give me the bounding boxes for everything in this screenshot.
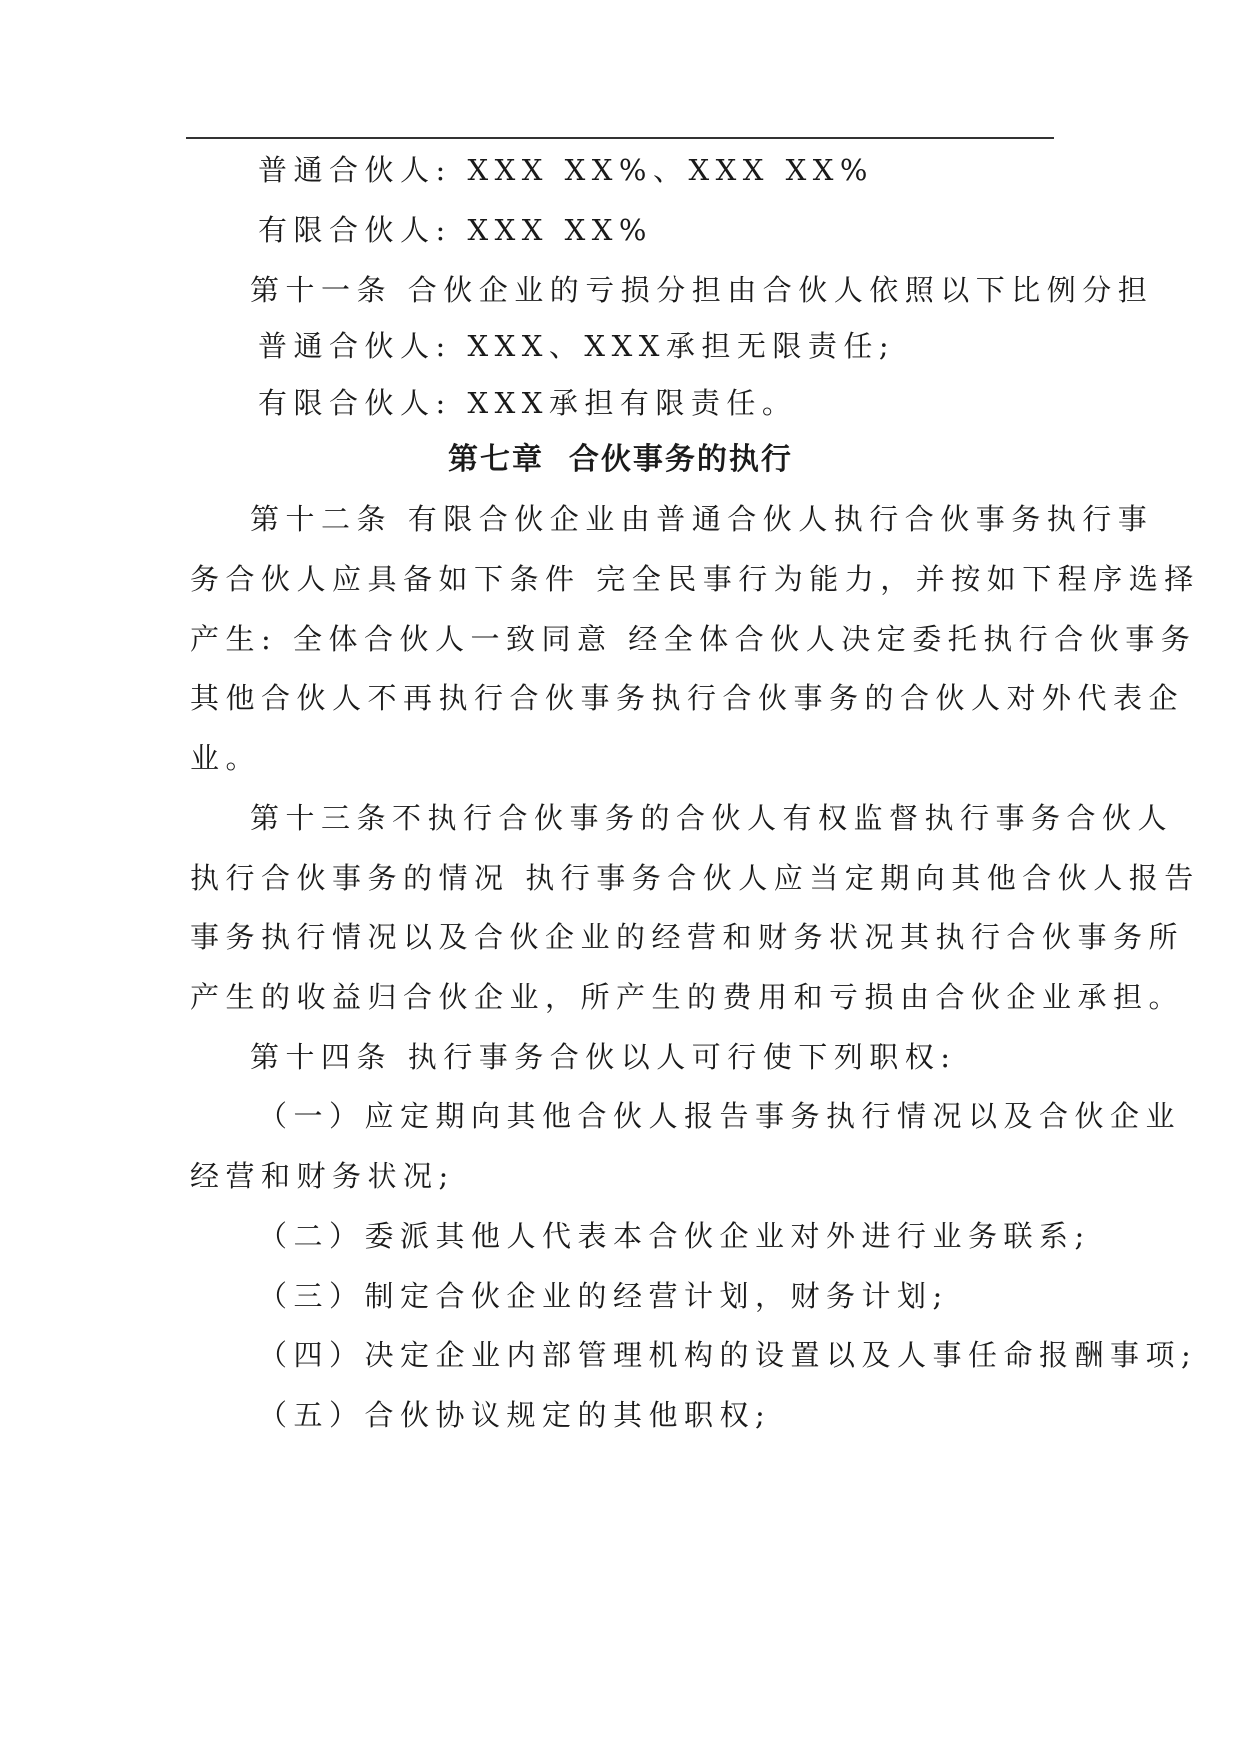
article-13-line-1: 第十三条不执行合伙事务的合伙人有权监督执行事务合伙人 (250, 801, 1174, 835)
article-12-line-5: 业。 (190, 741, 262, 775)
gp-share-line: 普通合伙人: XXX XX%、XXX XX% (258, 153, 874, 187)
power-2-line: （二）委派其他人代表本合伙企业对外进行业务联系; (258, 1219, 1091, 1253)
lp-liability-line: 有限合伙人: XXX承担有限责任。 (258, 386, 798, 420)
power-3-line: （三）制定合伙企业的经营计划，财务计划; (258, 1279, 949, 1313)
article-11-title: 第十一条 合伙企业的亏损分担由合伙人依照以下比例分担 (250, 273, 1154, 307)
article-13-line-4: 产生的收益归合伙企业，所产生的费用和亏损由合伙企业承担。 (190, 980, 1185, 1014)
article-13-line-3: 事务执行情况以及合伙企业的经营和财务状况其执行合伙事务所 (190, 920, 1185, 954)
article-12-line-4: 其他合伙人不再执行合伙事务执行合伙事务的合伙人对外代表企 (190, 681, 1185, 715)
power-1-line-2: 经营和财务状况; (190, 1159, 455, 1193)
header-rule (186, 137, 1054, 139)
gp-liability-line: 普通合伙人: XXX、XXX承担无限责任; (258, 329, 896, 363)
article-12-line-2: 务合伙人应具备如下条件 完全民事行为能力，并按如下程序选择 (190, 562, 1200, 596)
article-13-line-2: 执行合伙事务的情况 执行事务合伙人应当定期向其他合伙人报告 (190, 861, 1200, 895)
article-12-line-1: 第十二条 有限合伙企业由普通合伙人执行合伙事务执行事 (250, 502, 1154, 536)
article-12-line-3: 产生: 全体合伙人一致同意 经全体合伙人决定委托执行合伙事务 (190, 622, 1197, 656)
power-5-line: （五）合伙协议规定的其他职权; (258, 1398, 772, 1432)
power-4-line: （四）决定企业内部管理机构的设置以及人事任命报酬事项; (258, 1338, 1198, 1372)
lp-share-line: 有限合伙人: XXX XX% (258, 213, 653, 247)
article-14-title: 第十四条 执行事务合伙以人可行使下列职权: (250, 1040, 957, 1074)
power-1-line-1: （一）应定期向其他合伙人报告事务执行情况以及合伙企业 (258, 1099, 1182, 1133)
chapter-7-heading: 第七章 合伙事务的执行 (448, 442, 793, 477)
